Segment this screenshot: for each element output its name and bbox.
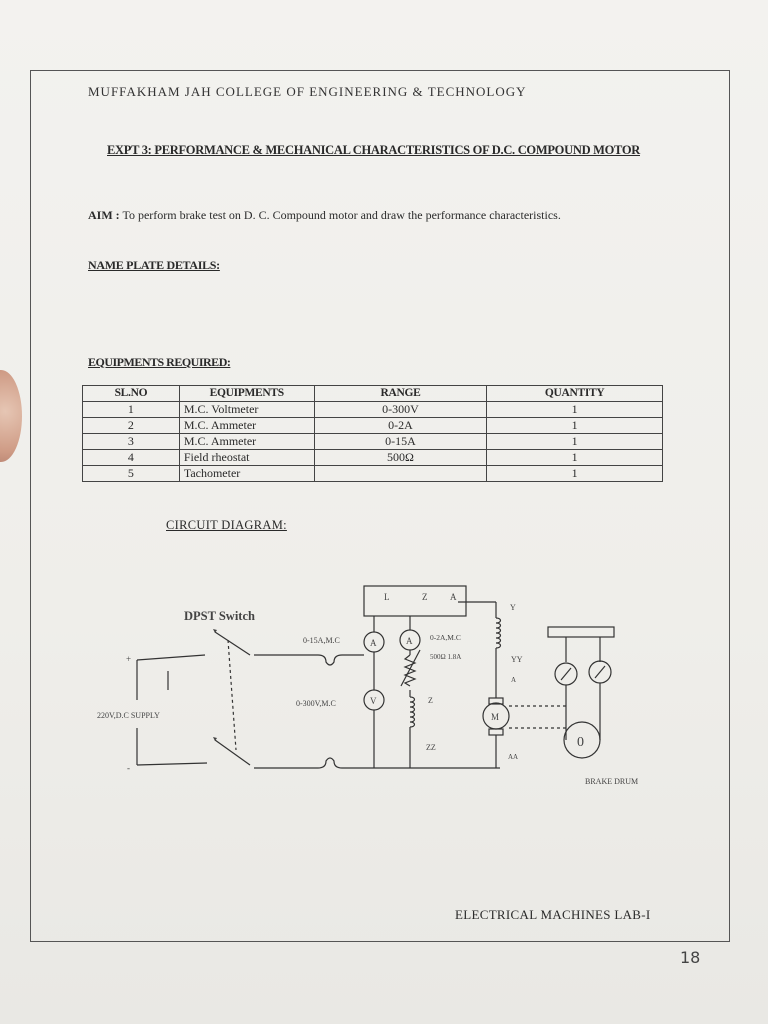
brake-drum-symbol: 0 — [577, 735, 584, 750]
cell-quantity: 1 — [487, 450, 663, 466]
terminal-AA: AA — [508, 753, 519, 761]
cell-slno: 5 — [83, 466, 180, 482]
dpst-blade-bottom — [215, 740, 250, 765]
cell-equipment: Tachometer — [179, 466, 314, 482]
cell-range: 0-2A — [314, 418, 487, 434]
brake-support-beam — [548, 627, 614, 637]
circuit-heading: CIRCUIT DIAGRAM: — [166, 518, 287, 532]
terminal-Z: Z — [428, 696, 433, 705]
cell-equipment: M.C. Ammeter — [179, 418, 314, 434]
shunt-field-winding — [410, 697, 415, 727]
cell-slno: 2 — [83, 418, 180, 434]
header-equipments: EQUIPMENTS — [179, 386, 314, 402]
cell-equipment: Field rheostat — [179, 450, 314, 466]
college-header: MUFFAKHAM JAH COLLEGE OF ENGINEERING & TECHNOLOGY — [88, 84, 527, 99]
cell-slno: 4 — [83, 450, 180, 466]
page-number: 18 — [680, 948, 701, 967]
terminal-YY: YY — [511, 655, 523, 664]
supply-wire-positive — [137, 655, 205, 660]
starter-L: L — [384, 592, 390, 602]
aim-text: To perform brake test on D. C. Compound motor and draw the performance characteristics. — [122, 208, 561, 222]
brake-drum-label: BRAKE DRUM — [585, 777, 639, 786]
header-slno: SL.NO — [83, 386, 180, 402]
cell-quantity: 1 — [487, 434, 663, 450]
ammeter-field-symbol: A — [406, 636, 413, 646]
cell-quantity: 1 — [487, 402, 663, 418]
rheostat-label: 500Ω 1.8A — [430, 653, 462, 661]
dpst-blade-top — [215, 632, 250, 655]
series-field-winding — [496, 618, 501, 648]
starter-A: A — [450, 592, 457, 602]
voltmeter-label: 0-300V,M.C — [296, 699, 336, 708]
ammeter-field-label: 0-2A,M.C — [430, 633, 461, 642]
nameplate-heading: NAME PLATE DETAILS: — [88, 258, 220, 272]
dpst-label: DPST Switch — [184, 609, 255, 623]
starter-Z: Z — [422, 592, 428, 602]
cell-quantity: 1 — [487, 466, 663, 482]
supply-label: 220V,D.C SUPPLY — [97, 711, 160, 720]
motor-symbol: M — [491, 712, 500, 722]
footer-lab-name: ELECTRICAL MACHINES LAB-I — [455, 907, 651, 922]
cell-equipment: M.C. Ammeter — [179, 434, 314, 450]
terminal-A: A — [511, 676, 517, 684]
header-quantity: QUANTITY — [487, 386, 663, 402]
minus-sign: - — [127, 763, 130, 773]
cell-range: 500Ω — [314, 450, 487, 466]
header-range: RANGE — [314, 386, 487, 402]
plus-sign: + — [126, 654, 132, 664]
experiment-title: EXPT 3: PERFORMANCE & MECHANICAL CHARACTERISTICS OF D.C. COMPOUND MOTOR — [107, 143, 640, 157]
equipment-heading: EQUIPMENTS REQUIRED: — [88, 355, 231, 369]
cell-slno: 1 — [83, 402, 180, 418]
supply-wire-negative — [137, 763, 207, 765]
ammeter-line-label: 0-15A,M.C — [303, 636, 340, 645]
dpst-link — [228, 640, 236, 750]
ammeter-line-symbol: A — [370, 638, 377, 648]
aim-label: AIM : — [88, 208, 120, 222]
top-bus — [254, 655, 364, 665]
cell-equipment: M.C. Voltmeter — [179, 402, 314, 418]
cell-range: 0-300V — [314, 402, 487, 418]
voltmeter-symbol: V — [370, 696, 377, 706]
bottom-bus — [254, 758, 500, 768]
terminal-ZZ: ZZ — [426, 743, 436, 752]
field-rheostat — [405, 655, 415, 686]
cell-range: 0-15A — [314, 434, 487, 450]
cell-slno: 3 — [83, 434, 180, 450]
cell-quantity: 1 — [487, 418, 663, 434]
terminal-Y: Y — [510, 603, 516, 612]
